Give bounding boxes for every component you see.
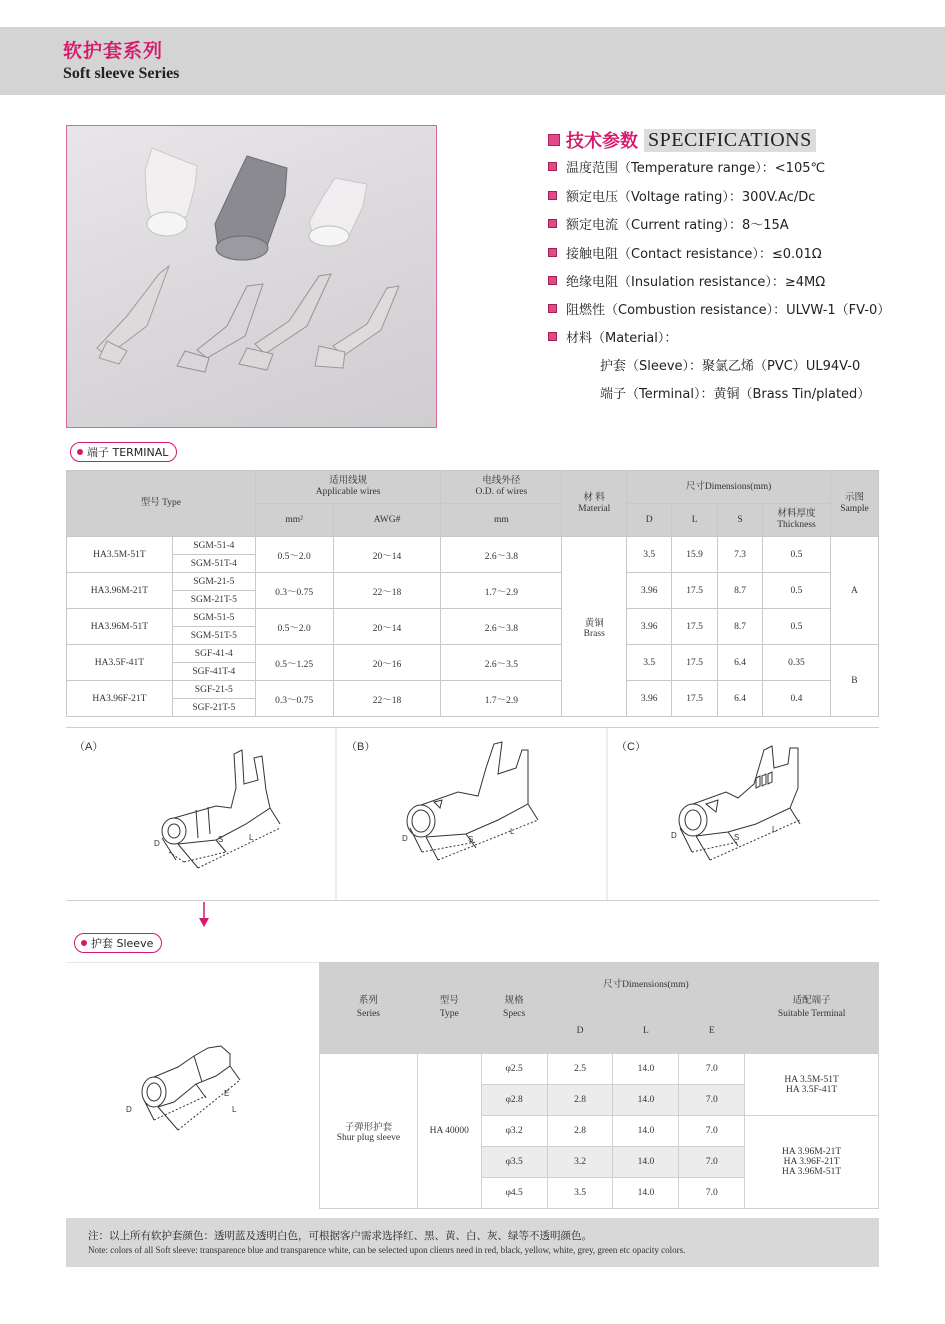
square-bullet-icon [548,134,560,146]
col-dimensions: 尺寸Dimensions(mm) [627,471,831,504]
dim-d-label: D [126,1105,132,1114]
table-row: 子弹形护套 Shur plug sleeve HA 40000 φ2.5 2.5 14.0 7.0 HA 3.5M-51T HA 3.5F-41T [320,1054,879,1085]
diagram-a-drawing [162,750,280,868]
col-od: 电线外径 O.D. of wires [441,471,562,504]
col-l: L [613,1009,679,1054]
sleeve-drawing [66,962,319,1207]
table-row: φ2.8 2.8 14.0 7.0 [320,1085,879,1116]
dim-l-label: L [772,825,777,834]
arrow-down-icon [198,902,210,928]
spec-combustion: 阻燃性（Combustion resistance）：ULVW-1（FV-0） [548,299,890,318]
table-row: φ4.5 3.5 14.0 7.0 [320,1178,879,1209]
col-series: 系列 Series [320,963,418,1054]
note-cn: 注：以上所有软护套颜色：透明蓝及透明白色，可根据客户需求选择红、黑、黄、白、灰、绿等不透明颜色。 [88,1230,592,1242]
dim-l-label: L [232,1105,237,1114]
suitable-terminal-2: HA 3.96M-21T HA 3.96F-21T HA 3.96M-51T [745,1116,879,1209]
spec-voltage: 额定电压（Voltage rating）：300V.Ac/Dc [548,186,815,205]
diagram-c-label: （C） [616,741,646,753]
square-bullet-icon [548,162,557,171]
col-awg: AWG# [333,504,441,537]
page-title-en: Soft sleeve Series [63,65,180,82]
dim-l-label: L [249,833,254,842]
col-d: D [627,504,672,537]
square-bullet-icon [548,248,557,257]
col-mm2: mm² [255,504,333,537]
spec-heading-en: SPECIFICATIONS [644,129,816,152]
dim-d-label: D [402,834,408,843]
sleeve-table [319,962,879,1209]
table-row: SGF-21T-5 [67,699,879,717]
col-type: 型号 Type [417,963,481,1054]
table-row: SGM-21T-5 [67,591,879,609]
sample-b: B [830,645,878,717]
table-row: SGF-41T-4 [67,663,879,681]
note-en: Note: colors of all Soft sleeve: transparence blue and transparence white, can be selected upon clienrs need in red, black, yellow, white, grey, green etc opacity colors. [88,1245,686,1255]
sample-a: A [830,537,878,645]
square-bullet-icon [548,219,557,228]
spec-material-terminal: 端子（Terminal）：黄铜（Brass Tin/plated） [600,387,871,402]
spec-heading-cn: 技术参数 [566,131,638,152]
table-row: φ3.2 2.8 14.0 7.0 HA 3.96M-21T HA 3.96F-21T HA 3.96M-51T [320,1116,879,1147]
dim-d-label: D [671,831,677,840]
col-type: 型号 Type [67,471,256,537]
dim-s-label: S [734,833,740,842]
col-s: S [718,504,763,537]
table-row: φ3.5 3.2 14.0 7.0 [320,1147,879,1178]
specifications-heading [548,127,816,153]
col-l: L [672,504,718,537]
terminal-section-tag: 端子 TERMINAL [70,442,177,462]
table-row: HA3.5M-51T SGM-51-4 0.5～2.0 20～14 2.6～3.8 黄铜 Brass 3.5 15.9 7.3 0.5 A [67,537,879,555]
dot-icon [77,449,83,455]
sleeve-clear-left [145,148,197,236]
dot-icon [81,940,87,946]
terminal-4 [315,286,399,368]
col-thickness: 材料厚度 Thickness [763,504,831,537]
diagram-b-label: （B） [346,741,376,753]
table-row: HA3.96F-21T SGF-21-5 0.3～0.75 22～18 1.7～2.9 3.96 17.5 6.4 0.4 [67,681,879,699]
square-bullet-icon [548,332,557,341]
spec-current: 额定电流（Current rating）：8～15A [548,214,789,233]
spec-temperature: 温度范围（Temperature range）：<105℃ [548,157,825,176]
terminal-diagrams [66,727,879,901]
dim-s-label: S [468,835,474,844]
table-row: HA3.5F-41T SGF-41-4 0.5～1.25 20～16 2.6～3.5 3.5 17.5 6.4 0.35 B [67,645,879,663]
square-bullet-icon [548,276,557,285]
col-mm: mm [441,504,562,537]
table-row: HA3.96M-51T SGM-51-5 0.5～2.0 20～14 2.6～3.8 3.96 17.5 8.7 0.5 [67,609,879,627]
square-bullet-icon [548,191,557,200]
col-dimensions: 尺寸Dimensions(mm) [547,963,745,1009]
col-specs: 规格 Specs [481,963,547,1054]
dim-d-label: D [154,839,160,848]
series-cell: 子弹形护套 Shur plug sleeve [320,1054,418,1209]
dim-l-label: L [510,827,515,836]
suitable-terminal-1: HA 3.5M-51T HA 3.5F-41T [745,1054,879,1116]
square-bullet-icon [548,304,557,313]
col-applicable-wires: 适用线规 Applicable wires [255,471,441,504]
spec-contact-resistance: 接触电阻（Contact resistance）：≤0.01Ω [548,243,822,262]
col-d: D [547,1009,613,1054]
dim-s-label: S [218,835,224,844]
sleeve-dark-middle [215,156,287,260]
spec-material: 材料（Material）： [548,327,677,346]
diagram-a-label: （A） [74,741,104,753]
spec-material-sleeve: 护套（Sleeve）：聚氯乙烯（PVC）UL94V-0 [600,359,861,374]
table-row: SGM-51T-5 [67,627,879,645]
table-row: HA3.96M-21T SGM-21-5 0.3～0.75 22～18 1.7～2.9 3.96 17.5 8.7 0.5 [67,573,879,591]
dim-e-label: E [224,1089,230,1098]
sleeve-clear-right [309,178,367,246]
diagram-c-drawing [679,746,800,860]
col-material: 材 料 Material [562,471,627,537]
sleeve-section-tag: 护套 Sleeve [74,933,162,953]
terminal-table [66,470,879,717]
table-row: SGM-51T-4 [67,555,879,573]
material-cell: 黄铜 Brass [562,537,627,717]
page-title-cn: 软护套系列 [63,40,164,62]
spec-insulation-resistance: 绝缘电阻（Insulation resistance）：≥4MΩ [548,271,825,290]
type-cell: HA 40000 [417,1054,481,1209]
terminal-1 [97,266,169,364]
product-illustration [67,126,436,427]
diagrams-svg [66,728,879,900]
product-photo [66,125,437,428]
col-e: E [679,1009,745,1054]
col-suitable-terminal: 适配端子 Suitable Terminal [745,963,879,1054]
col-sample: 示图 Sample [830,471,878,537]
